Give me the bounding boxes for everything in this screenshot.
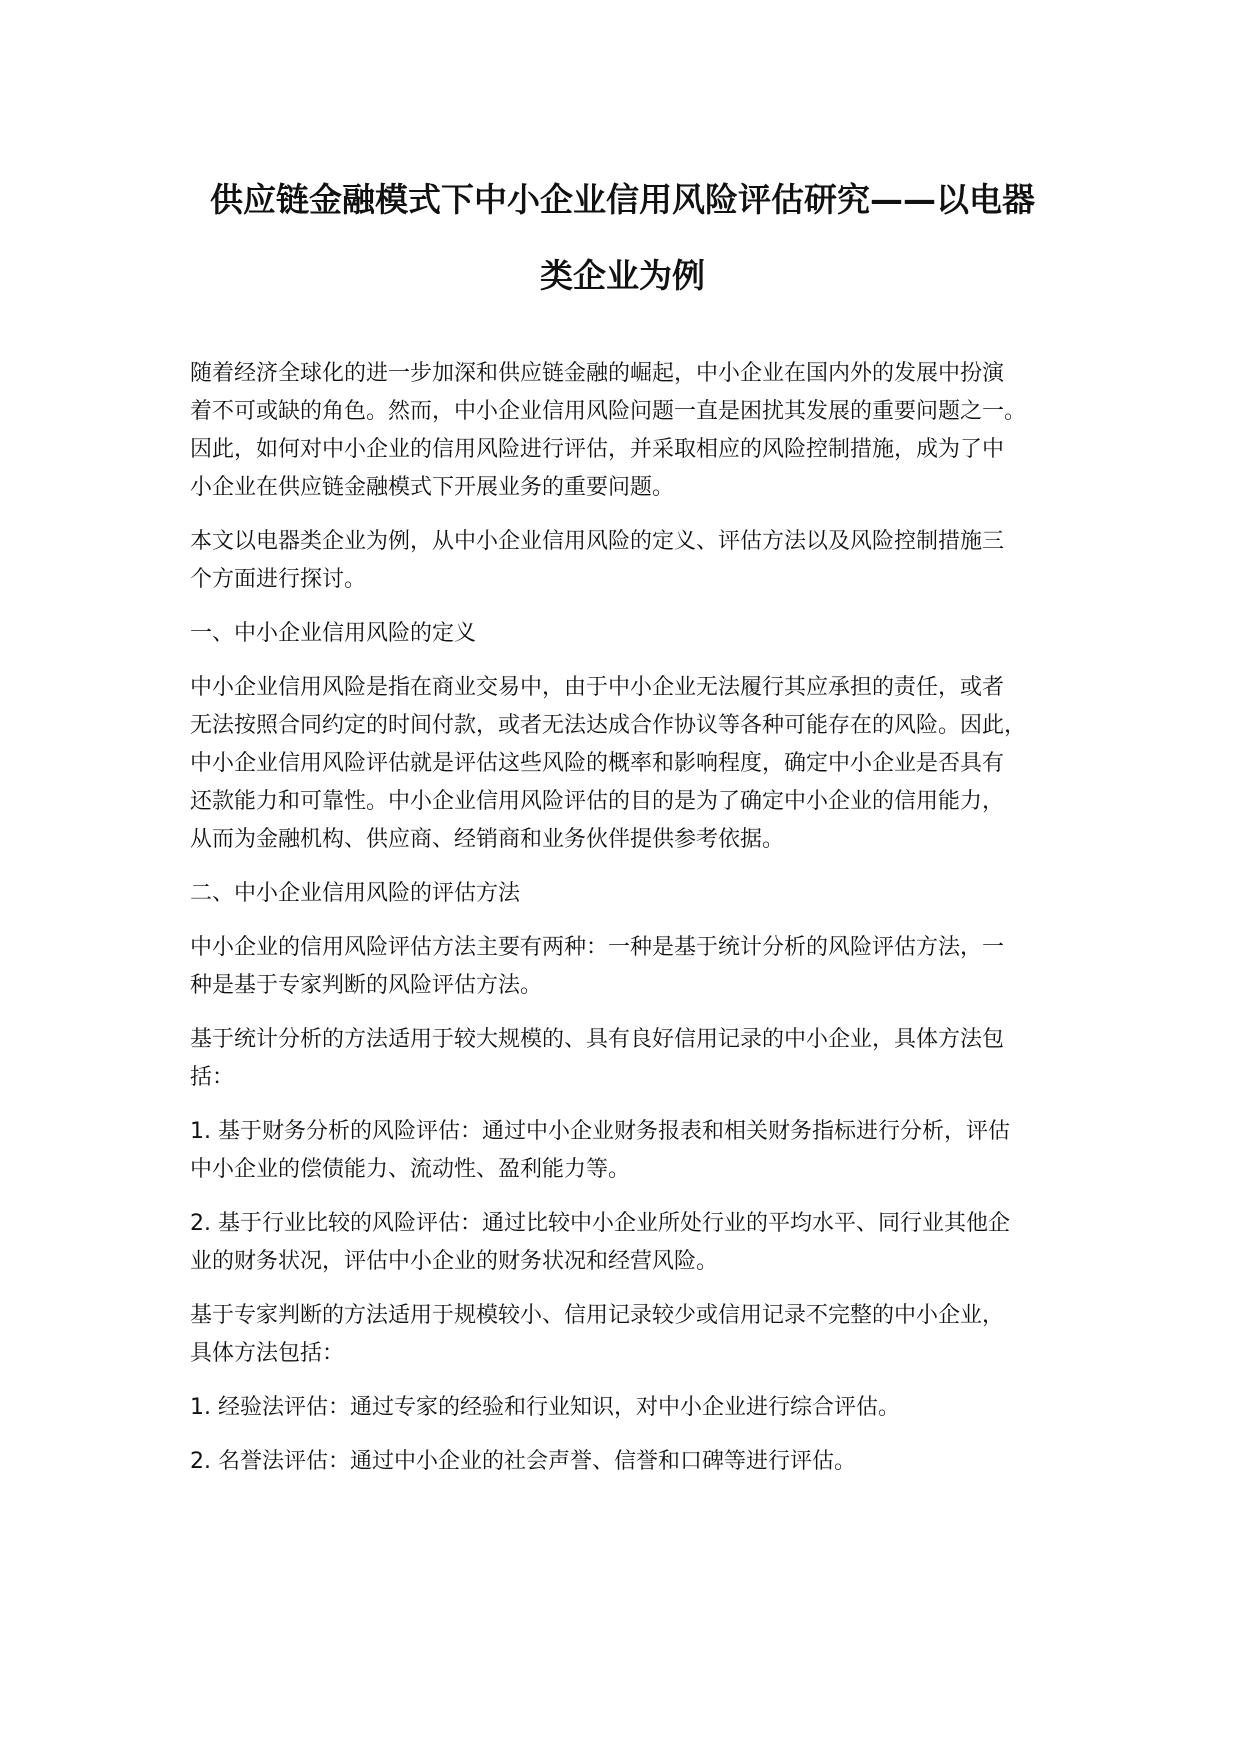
text-line: 因此，如何对中小企业的信用风险进行评估，并采取相应的风险控制措施，成为了中 [190, 437, 1005, 462]
text-line: 种是基于专家判断的风险评估方法。 [190, 973, 543, 998]
paragraph [190, 355, 1070, 507]
paragraph [190, 1297, 1070, 1373]
paragraph [190, 1205, 1070, 1281]
text-line: 还款能力和可靠性。中小企业信用风险评估的目的是为了确定中小企业的信用能力， [190, 789, 1005, 814]
paragraph [190, 1113, 1070, 1189]
paragraph [190, 1443, 1070, 1481]
paragraph [190, 1021, 1070, 1097]
text-line: 1. 基于财务分析的风险评估：通过中小企业财务报表和相关财务指标进行分析，评估 [190, 1119, 1010, 1144]
text-line: 2. 名誉法评估：通过中小企业的社会声誉、信誉和口碑等进行评估。 [190, 1449, 856, 1474]
text-line: 无法按照合同约定的时间付款，或者无法达成合作协议等各种可能存在的风险。因此， [190, 713, 1027, 738]
text-line: 本文以电器类企业为例，从中小企业信用风险的定义、评估方法以及风险控制措施三 [190, 529, 1005, 554]
text-line: 二、中小企业信用风险的评估方法 [190, 881, 521, 906]
text-line: 个方面进行探讨。 [190, 567, 367, 592]
text-line: 着不可或缺的角色。然而，中小企业信用风险问题一直是困扰其发展的重要问题之一。 [190, 399, 1027, 424]
document-title-line-1: 供应链金融模式下中小企业信用风险评估研究——以电器 [210, 180, 1035, 219]
text-line: 中小企业的偿债能力、流动性、盈利能力等。 [190, 1157, 631, 1182]
text-line: 2. 基于行业比较的风险评估：通过比较中小企业所处行业的平均水平、同行业其他企 [190, 1211, 1010, 1236]
text-line: 1. 经验法评估：通过专家的经验和行业知识，对中小企业进行综合评估。 [190, 1395, 900, 1420]
paragraph [190, 669, 1070, 859]
text-line: 业的财务状况，评估中小企业的财务状况和经营风险。 [190, 1249, 719, 1274]
text-line: 中小企业信用风险评估就是评估这些风险的概率和影响程度，确定中小企业是否具有 [190, 751, 1005, 776]
text-line: 基于专家判断的方法适用于规模较小、信用记录较少或信用记录不完整的中小企业， [190, 1303, 1005, 1328]
paragraph [190, 875, 1070, 913]
document-title-line-2: 类企业为例 [540, 256, 705, 295]
text-line: 一、中小企业信用风险的定义 [190, 621, 477, 646]
paragraph [190, 523, 1070, 599]
text-line: 中小企业的信用风险评估方法主要有两种：一种是基于统计分析的风险评估方法，一 [190, 935, 1005, 960]
text-line: 括： [190, 1065, 235, 1090]
paragraph [190, 615, 1070, 653]
text-line: 随着经济全球化的进一步加深和供应链金融的崛起，中小企业在国内外的发展中扮演 [190, 361, 1005, 386]
text-line: 小企业在供应链金融模式下开展业务的重要问题。 [190, 475, 675, 500]
paragraph [190, 1389, 1070, 1427]
text-line: 中小企业信用风险是指在商业交易中，由于中小企业无法履行其应承担的责任，或者 [190, 675, 1005, 700]
document-body [190, 355, 1070, 1497]
text-line: 具体方法包括： [190, 1341, 345, 1366]
text-line: 从而为金融机构、供应商、经销商和业务伙伴提供参考依据。 [190, 827, 785, 852]
paragraph [190, 929, 1070, 1005]
text-line: 基于统计分析的方法适用于较大规模的、具有良好信用记录的中小企业，具体方法包 [190, 1027, 1005, 1052]
